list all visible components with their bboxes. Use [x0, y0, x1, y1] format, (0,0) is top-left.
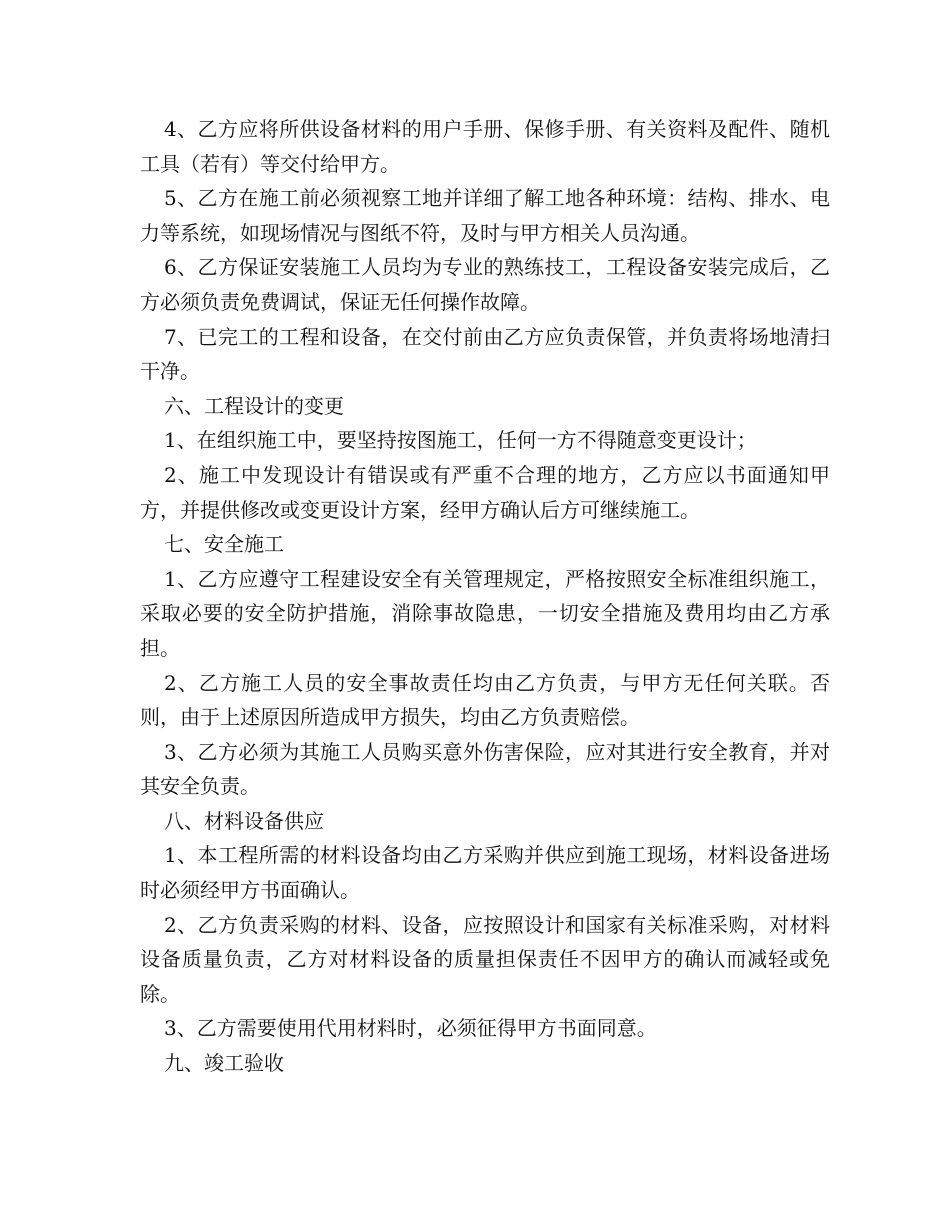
clause-6-installation-debugging: 6、乙方保证安装施工人员均为专业的熟练技工，工程设备安装完成后，乙方必须负责免费调试，保证无任何操作故障。 [140, 255, 830, 314]
document-page [140, 112, 830, 1081]
clause-5-site-inspection: 5、乙方在施工前必须视察工地并详细了解工地各种环境：结构、排水、电力等系统，如现场情况与图纸不符，及时与甲方相关人员沟通。 [140, 186, 830, 245]
materials-clause-2: 2、乙方负责采购的材料、设备，应按照设计和国家有关标准采购，对材料设备质量负责，乙方对材料设备的质量担保责任不因甲方的确认而减轻或免除。 [140, 912, 830, 1006]
clause-7-custody-cleanup: 7、已完工的工程和设备，在交付前由乙方应负责保管，并负责将场地清扫干净。 [140, 324, 830, 384]
safety-clause-2: 2、乙方施工人员的安全事故责任均由乙方负责，与甲方无任何关联。否则，由于上述原因所造成甲方损失，均由乙方负责赔偿。 [140, 670, 830, 730]
section-heading-acceptance: 九、竣工验收 [164, 1051, 284, 1076]
clause-4-deliver-manuals: 4、乙方应将所供设备材料的用户手册、保修手册、有关资料及配件、随机工具（若有）等交付给甲方。 [140, 117, 830, 176]
safety-clause-1: 1、乙方应遵守工程建设安全有关管理规定，严格按照安全标准组织施工，采取必要的安全防护措施，消除事故隐患，一切安全措施及费用均由乙方承担。 [140, 566, 830, 660]
safety-clause-3: 3、乙方必须为其施工人员购买意外伤害保险，应对其进行安全教育，并对其安全负责。 [140, 739, 830, 799]
design-change-clause-2: 2、施工中发现设计有错误或有严重不合理的地方，乙方应以书面通知甲方，并提供修改或变更设计方案，经甲方确认后方可继续施工。 [140, 462, 830, 522]
section-heading-safety: 七、安全施工 [164, 532, 284, 557]
materials-clause-1: 1、本工程所需的材料设备均由乙方采购并供应到施工现场，材料设备进场时必须经甲方书面确认。 [140, 843, 830, 903]
section-heading-design-change: 六、工程设计的变更 [164, 393, 344, 418]
section-heading-materials-supply: 八、材料设备供应 [164, 808, 324, 833]
design-change-clause-1: 1、在组织施工中，要坚持按图施工，任何一方不得随意变更设计； [164, 428, 757, 453]
materials-clause-3: 3、乙方需要使用代用材料时，必须征得甲方书面同意。 [164, 1016, 657, 1041]
